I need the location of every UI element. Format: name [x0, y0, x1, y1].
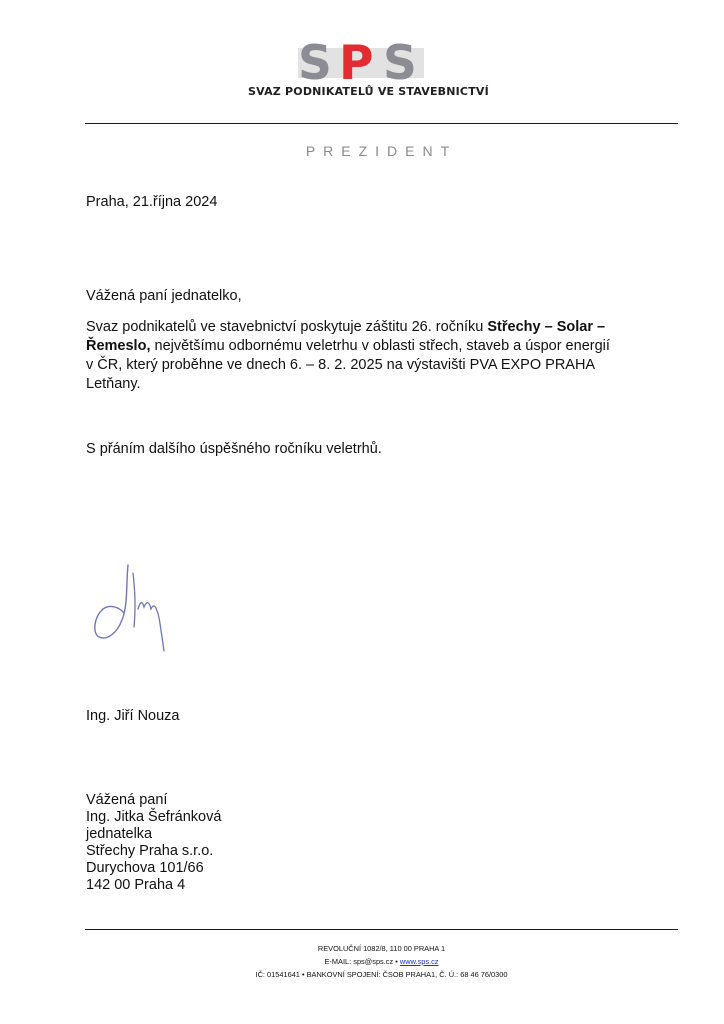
- letter-paragraph-line-4: Letňany.: [86, 376, 141, 392]
- letter-paragraph-line-2: [86, 337, 610, 355]
- footer-email: E-MAIL: sps@sps.cz •: [324, 957, 400, 966]
- recipient-name: Ing. Jitka Šefránková: [86, 809, 222, 825]
- website-link[interactable]: www.sps.cz: [399, 957, 439, 966]
- recipient-greeting: Vážená paní: [86, 792, 168, 808]
- sps-logo-letter-s2: S: [383, 40, 417, 82]
- office-title: PREZIDENT: [305, 143, 458, 159]
- event-name-continued: Řemeslo,: [86, 338, 151, 354]
- letter-text: Svaz podnikatelů ve stavebnictví poskytuje záštitu 26. ročníku: [86, 319, 488, 335]
- letter-salutation: Vážená paní jednatelko,: [86, 288, 242, 304]
- letter-paragraph-line-3: v ČR, který proběhne ve dnech 6. – 8. 2. 2025 na výstavišti PVA EXPO PRAHA: [86, 357, 596, 373]
- letter-paragraph-line-1: [86, 318, 605, 336]
- letter-text: největšímu odbornému veletrhu v oblasti střech, staveb a úspor energií: [150, 338, 610, 354]
- letter-closing: S přáním dalšího úspěšného ročníku veletrhů.: [86, 441, 382, 457]
- recipient-city: 142 00 Praha 4: [86, 877, 186, 893]
- event-name: Střechy – Solar –: [487, 319, 606, 335]
- recipient-role: jednatelka: [86, 826, 153, 842]
- sps-logo-letter-s1: S: [298, 40, 332, 82]
- letter-date: Praha, 21.října 2024: [86, 194, 218, 210]
- footer-contact: [85, 957, 678, 966]
- sps-logo: [248, 40, 489, 102]
- sps-logo-letter-p: P: [339, 40, 374, 82]
- signature-loop-stroke: [95, 565, 128, 638]
- signature-script-stroke: [138, 603, 164, 651]
- recipient-street: Durychova 101/66: [86, 860, 204, 876]
- handwritten-signature: [84, 555, 182, 673]
- recipient-company: Střechy Praha s.r.o.: [86, 843, 214, 859]
- organization-name: SVAZ PODNIKATELŮ VE STAVEBNICTVÍ: [248, 85, 489, 98]
- signature-upright-stroke: [133, 573, 135, 627]
- footer-divider: [85, 929, 678, 930]
- footer-registration: IČ: 01541641 • BANKOVNÍ SPOJENÍ: ČSOB PRAHA1, Č. Ú.: 68 46 76/0300: [255, 970, 508, 979]
- sps-logo-mark: [298, 40, 424, 82]
- header-divider: [85, 123, 678, 124]
- signatory-name: Ing. Jiří Nouza: [86, 708, 180, 724]
- footer-address: REVOLUČNÍ 1082/8, 110 00 PRAHA 1: [317, 944, 446, 953]
